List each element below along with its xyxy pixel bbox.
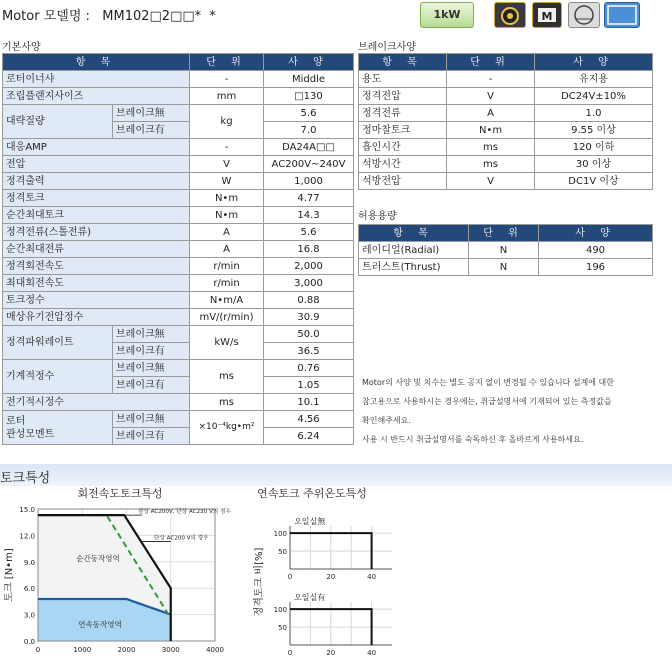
table-row: 로터 관성모멘트 브레이크無 ×10⁻⁴kg•m² 4.56 bbox=[3, 411, 354, 428]
table-row: 정격파워레이트 브레이크無 kW/s 50.0 bbox=[3, 326, 354, 343]
encoder-icon bbox=[494, 2, 526, 28]
y-tick-label: 50 bbox=[278, 624, 287, 633]
note-line: 사용 시 반드시 취급설명서를 숙독하신 후 올바르게 사용하세요. bbox=[362, 435, 584, 444]
table-row: 정마찰토크 N•m 9.55 이상 bbox=[359, 122, 653, 139]
table-row: 용도 - 유지용 bbox=[359, 71, 653, 88]
table-row: 순간최대토크 N•m 14.3 bbox=[3, 207, 354, 224]
svg-text:M: M bbox=[541, 10, 553, 23]
y-tick-label: 12.0 bbox=[19, 532, 35, 541]
y-tick-label: 100 bbox=[273, 606, 287, 615]
allowed-load-table bbox=[358, 224, 653, 276]
table-row: 조립플랜지사이즈 mm □130 bbox=[3, 88, 354, 105]
header-value: 사 양 bbox=[264, 54, 354, 71]
table-row: 정격전압 V DC24V±10% bbox=[359, 88, 653, 105]
header-item: 항 목 bbox=[3, 54, 190, 71]
table-row: 브레이크有 36.5 bbox=[3, 343, 354, 360]
header-value: 사 양 bbox=[535, 54, 653, 71]
table-header-row bbox=[359, 54, 653, 71]
x-tick-label: 20 bbox=[326, 649, 336, 657]
table-row: 브레이크有 7.0 bbox=[3, 122, 354, 139]
header-item: 항 목 bbox=[359, 54, 447, 71]
table-row: 정격전류(스톨전류) A 5.6 bbox=[3, 224, 354, 241]
x-tick-label: 20 bbox=[326, 573, 336, 581]
table-row: 로터이너샤 - Middle bbox=[3, 71, 354, 88]
y-tick-label: 100 bbox=[273, 530, 287, 539]
x-tick-label: 1000 bbox=[73, 646, 92, 654]
table-row: 트러스트(Thrust) N 196 bbox=[359, 259, 653, 276]
region-label: 순간동작영역 bbox=[76, 553, 120, 563]
page-title: Motor 모델명 : MM102□2□□* * bbox=[2, 9, 216, 24]
table-row: 토크정수 N•m/A 0.88 bbox=[3, 292, 354, 309]
note-line: 확인해주세요. bbox=[362, 416, 411, 425]
table-row: 기계적정수 브레이크無 ms 0.76 bbox=[3, 360, 354, 377]
torque-section-title: 토크특성 bbox=[0, 471, 51, 486]
x-tick-label: 0 bbox=[35, 646, 41, 654]
y-tick-label: 50 bbox=[278, 548, 287, 557]
power-badge bbox=[420, 2, 474, 28]
panel-label: 오일실無 bbox=[294, 517, 326, 526]
table-row: 정격회전속도 r/min 2,000 bbox=[3, 258, 354, 275]
table-row: 전압 V AC200V~240V bbox=[3, 156, 354, 173]
table-header-row bbox=[359, 225, 653, 242]
header-unit: 단 위 bbox=[469, 225, 539, 242]
basic-spec-title: 기본사양 bbox=[2, 42, 41, 53]
table-row: 순간최대전류 A 16.8 bbox=[3, 241, 354, 258]
note-line: 참고용으로 사용하시는 경우에는, 취급설명서에 기재되어 있는 측정값을 bbox=[362, 397, 612, 406]
notes bbox=[362, 373, 662, 449]
brake-spec-title: 브레이크사양 bbox=[358, 42, 416, 53]
allowed-load-title: 허용용량 bbox=[358, 211, 397, 222]
torque-speed-chart bbox=[0, 484, 240, 666]
header-unit: 단 위 bbox=[447, 54, 535, 71]
basic-spec-table bbox=[2, 53, 354, 445]
chart-title: 회전속도토크특성 bbox=[77, 487, 163, 500]
y-tick-label: 15.0 bbox=[19, 506, 35, 514]
series-label: 삼상 AC200V, 단상 AC230 V의 경우 bbox=[138, 509, 231, 516]
table-row: 매상유기전압정수 mV/(r/min) 30.9 bbox=[3, 309, 354, 326]
torque-section-band bbox=[0, 464, 672, 486]
chart-title: 연속토크 주위온도특성 bbox=[257, 487, 367, 500]
table-row: 정격토크 N•m 4.77 bbox=[3, 190, 354, 207]
table-row: 흡인시간 ms 120 이하 bbox=[359, 139, 653, 156]
table-row: 브레이크有 1.05 bbox=[3, 377, 354, 394]
x-tick-label: 3000 bbox=[161, 646, 180, 654]
y-axis-label: 정격토크 비[%] bbox=[254, 547, 265, 617]
y-tick-label: 0.0 bbox=[23, 638, 35, 646]
header-value: 사 양 bbox=[539, 225, 653, 242]
motor-type-icon bbox=[532, 2, 562, 28]
y-tick-label: 9.0 bbox=[23, 558, 35, 567]
table-row: 전기적시정수 ms 10.1 bbox=[3, 394, 354, 411]
resolution-icon bbox=[568, 2, 600, 28]
brake-spec-table bbox=[358, 53, 653, 190]
table-row: 정격전류 A 1.0 bbox=[359, 105, 653, 122]
y-tick-label: 3.0 bbox=[23, 611, 35, 620]
ip-rating-icon bbox=[604, 2, 640, 28]
panel-label: 오일실有 bbox=[294, 593, 326, 602]
x-tick-label: 40 bbox=[367, 573, 377, 581]
table-header-row bbox=[3, 54, 354, 71]
y-tick-label: 6.0 bbox=[23, 585, 35, 594]
x-tick-label: 4000 bbox=[206, 646, 224, 654]
x-tick-label: 40 bbox=[367, 649, 377, 657]
y-axis-label: 토크 [N•m] bbox=[4, 548, 15, 602]
table-row: 레이디얼(Radial) N 490 bbox=[359, 242, 653, 259]
temperature-torque-chart bbox=[252, 484, 412, 666]
table-row: 대략질량 브레이크無 kg 5.6 bbox=[3, 105, 354, 122]
table-row: 브레이크有 6.24 bbox=[3, 428, 354, 445]
table-row: 최대회전속도 r/min 3,000 bbox=[3, 275, 354, 292]
table-row: 정격출력 W 1,000 bbox=[3, 173, 354, 190]
table-row: 대응AMP - DA24A□□ bbox=[3, 139, 354, 156]
x-tick-label: 0 bbox=[287, 573, 293, 581]
table-row: 석방전압 V DC1V 이상 bbox=[359, 173, 653, 190]
x-tick-label: 2000 bbox=[117, 646, 136, 654]
x-tick-label: 0 bbox=[287, 649, 293, 657]
power-badge-label: 1kW bbox=[433, 8, 461, 21]
series-label: 단상 AC200 V의 경우 bbox=[154, 535, 209, 542]
region-label: 연속동작영역 bbox=[78, 619, 122, 629]
table-row: 석방시간 ms 30 이상 bbox=[359, 156, 653, 173]
note-line: Motor의 사양 및 치수는 별도 공지 없이 변경될 수 있습니다 설계에 대한 bbox=[362, 378, 615, 387]
header-unit: 단 위 bbox=[190, 54, 264, 71]
header-item: 항 목 bbox=[359, 225, 469, 242]
